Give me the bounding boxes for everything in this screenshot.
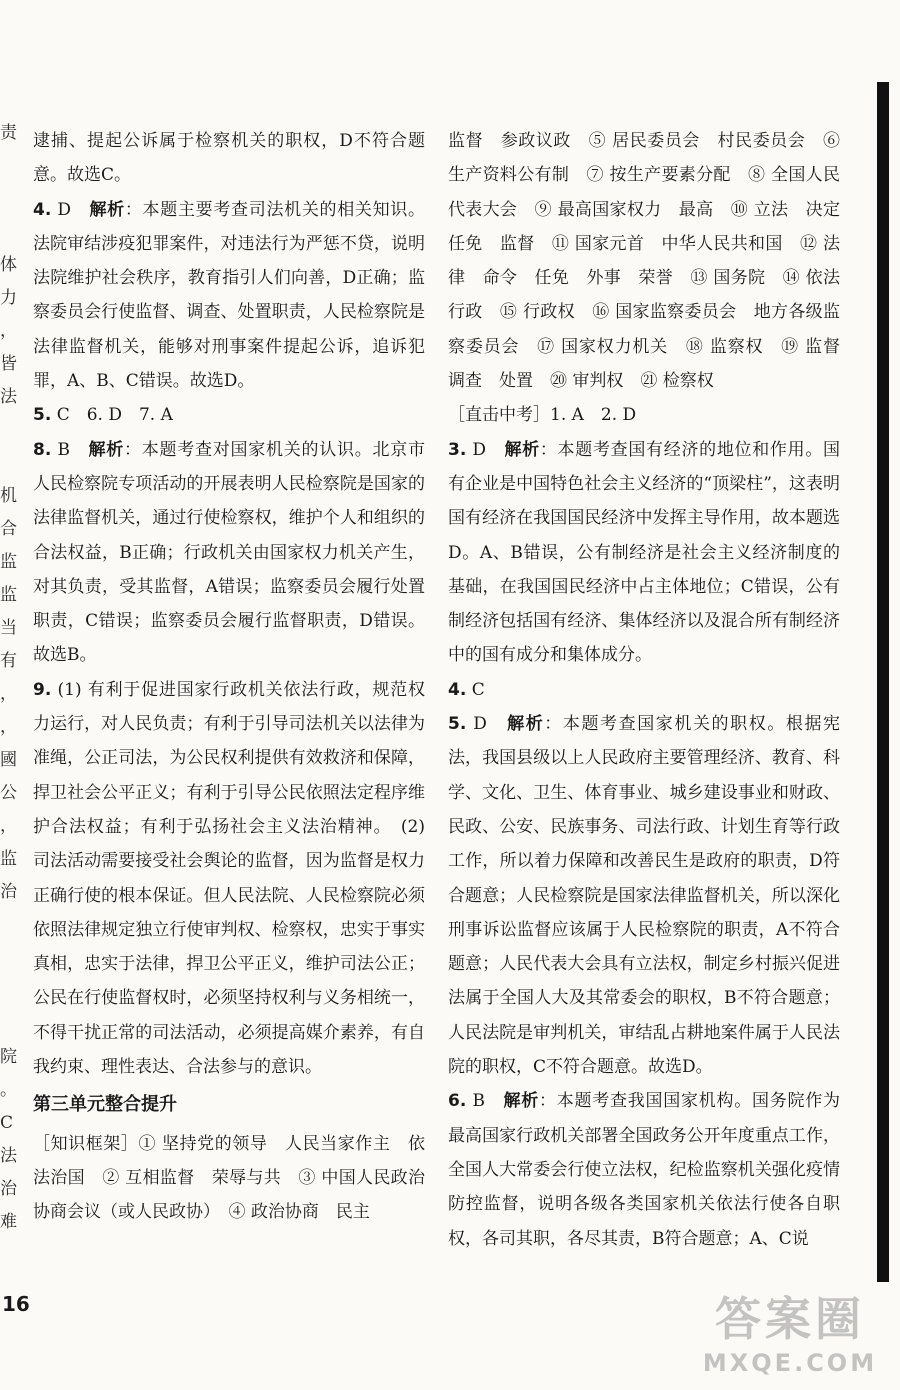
entry-text: 1. A 2. D bbox=[550, 405, 637, 426]
margin-char: ， bbox=[0, 321, 17, 341]
watermark-url: MXQE.COM bbox=[702, 1349, 878, 1377]
margin-char bbox=[0, 191, 18, 224]
answer-choice: B bbox=[472, 1091, 485, 1112]
answer-entry bbox=[33, 1127, 425, 1230]
margin-char: 治 bbox=[0, 882, 17, 902]
answer-choice: D bbox=[57, 199, 72, 220]
section-title: 第三单元整合提升 bbox=[33, 1094, 177, 1116]
watermark-logo bbox=[690, 1290, 890, 1385]
entry-text: ：本题考查国家机关的职权。根据宪法，我国县级以上人民政府主要管理经济、教育、科学、文化、卫生、体育事业、城乡建设事业和财政、民政、公安、民族事务、司法行政、计划生育等行政工作，所以着力保障和改善民生是政府的职责，D符合题意；人民检察院是国家法律监督机关，所以深化刑事诉讼监督应该属于人民检察院的职责，A不符合题意；人民代表大会具有立法权，制定乡村振兴促进法属于全国人大及其常委会的职权，B不符合题意；人民法院是审判机关，审结乱占耕地案件属于人民法院的职权，C不符合题意。故选D。 bbox=[448, 714, 841, 1078]
question-number: 4. bbox=[448, 679, 467, 700]
section-label: ［知识框架］ bbox=[33, 1133, 139, 1154]
question-number: 8. bbox=[33, 439, 52, 460]
answer-choice: C bbox=[56, 405, 70, 426]
question-number: 6. bbox=[448, 1091, 467, 1112]
answer-choice: D bbox=[473, 714, 487, 735]
question-number: 9. bbox=[33, 679, 52, 700]
margin-char: 责 bbox=[0, 123, 17, 143]
page-edge-bar bbox=[877, 82, 889, 1282]
answer-entry bbox=[448, 707, 840, 1084]
margin-char: 难 bbox=[0, 1212, 17, 1232]
answer-entry bbox=[448, 124, 857, 398]
extra-answers: 6. D 7. A bbox=[86, 405, 173, 426]
margin-char: 力 bbox=[0, 288, 17, 308]
margin-char: 皆 bbox=[0, 354, 17, 374]
section-label: ［直击中考］ bbox=[448, 405, 550, 426]
answer-choice: C bbox=[471, 679, 485, 700]
margin-char: ， bbox=[0, 684, 17, 704]
answer-entry bbox=[448, 398, 840, 432]
margin-char: 公 bbox=[0, 783, 17, 803]
answer-entry bbox=[33, 193, 425, 399]
margin-char: C bbox=[0, 1113, 14, 1133]
entry-text: ：本题考查我国国家机构。国务院作为最高国家行政机关部署全国政务公开年度重点工作，全国人大常委会行使立法权，纪检监察机关强化疫情防控监督，说明各级各类国家机关依法行使各自职权，各司其职，各尽其责，B符合题意；A、C说 bbox=[448, 1091, 841, 1249]
analysis-label: 解析 bbox=[89, 199, 125, 220]
entry-text: (1) 有利于促进国家行政机关依法行政，规范权力运行，对人民负责；有利于引导司法机关以法律为准绳，公正司法，为公民权利提供有效救济和保障，捍卫社会公平正义；有利于引导公民依照法定程序维护合法权益；有利于弘扬社会主义法治精神。 (2) 司法活动需要接受社会舆论的监督，因为监督是权力正确行使的根本保证。但人民法院、人民检察院必须依照法律规定独立行使审判权、检察权，忠实于事实真相，忠实于法律，捍卫公平正义，维护司法公正；公民在行使监督权时，必须坚持权利与义务相统一，不得干扰正常的司法活动，必须提高媒介素养，有自我约束、理性表达、合法参与的意识。 bbox=[33, 679, 426, 1078]
margin-char bbox=[0, 422, 18, 455]
margin-char: ， bbox=[0, 816, 17, 836]
entry-text: 监督 参政议政 ⑤ 居民委员会 村民委员会 ⑥ 生产资料公有制 ⑦ 按生产要素分配 ⑧ 全国人民代表大会 ⑨ 最高国家权力 最高 ⑩ 立法 决定 任免 监督 ⑪ 国家元首 中华人民共和国 ⑫ 法律 命令 任免 外事 荣誉 ⑬ 国务院 ⑭ 依法行政 ⑮ 行政权 ⑯ 国家监察委员会 地方各级监察委员会 ⑰ 国家权力机关 ⑱ 监察权 ⑲ 监督 调查 处置 ⑳ 审判权 ㉑ 检察权 bbox=[448, 131, 857, 392]
margin-char bbox=[0, 950, 18, 983]
page-number: 16 bbox=[2, 1292, 30, 1316]
entry-text: ① 坚持党的领导 人民当家作主 依法治国 ② 互相监督 荣辱与共 ③ 中国人民政治协商会议（或人民政协） ④ 政治协商 民主 bbox=[33, 1133, 425, 1223]
question-number: 5. bbox=[448, 714, 467, 735]
answer-entry bbox=[448, 1084, 840, 1255]
margin-char: 法 bbox=[0, 1146, 17, 1166]
analysis-label: 解析 bbox=[88, 439, 124, 460]
margin-char: 院 bbox=[0, 1047, 17, 1067]
answer-entry bbox=[33, 398, 425, 432]
answer-entry bbox=[33, 433, 425, 673]
answer-choice: B bbox=[57, 439, 70, 460]
left-column bbox=[33, 124, 425, 1230]
margin-char bbox=[0, 1016, 18, 1049]
margin-char: 合 bbox=[0, 519, 17, 539]
margin-char: 机 bbox=[0, 486, 17, 506]
margin-char: 有 bbox=[0, 651, 17, 671]
cropped-margin-text bbox=[0, 125, 18, 1247]
question-number: 5. bbox=[33, 405, 52, 426]
answer-entry bbox=[448, 433, 840, 673]
answer-entry bbox=[33, 673, 425, 1085]
margin-char: 监 bbox=[0, 552, 17, 572]
analysis-label: 解析 bbox=[503, 1091, 539, 1112]
margin-char bbox=[0, 983, 18, 1016]
question-number: 3. bbox=[448, 439, 467, 460]
watermark-title: 答案圈 bbox=[715, 1292, 865, 1346]
margin-char: 当 bbox=[0, 618, 17, 638]
right-column bbox=[448, 124, 857, 1256]
margin-char bbox=[0, 224, 18, 257]
analysis-label: 解析 bbox=[507, 714, 545, 735]
entry-text: ：本题主要考查司法机关的相关知识。法院审结涉疫犯罪案件，对违法行为严惩不贷，说明法院维护社会秩序，教育指引人们向善，D正确；监察委员会行使监督、调查、处置职责，人民检察院是法律监督机关，能够对刑事案件提起公诉，追诉犯罪，A、B、C错误。故选D。 bbox=[33, 199, 426, 392]
margin-char: 监 bbox=[0, 849, 17, 869]
answer-entry bbox=[33, 124, 425, 193]
entry-text: 逮捕、提起公诉属于检察机关的职权，D不符合题意。故选C。 bbox=[33, 131, 425, 186]
margin-char: 体 bbox=[0, 255, 17, 275]
answer-choice: D bbox=[472, 439, 487, 460]
margin-char: 國 bbox=[0, 750, 17, 770]
question-number: 4. bbox=[33, 199, 52, 220]
analysis-label: 解析 bbox=[504, 439, 540, 460]
margin-char: 法 bbox=[0, 387, 17, 407]
margin-char: 监 bbox=[0, 585, 17, 605]
entry-text: ：本题考查国有经济的地位和作用。国有企业是中国特色社会主义经济的“顶梁柱”，这表明国有经济在我国国民经济中发挥主导作用，故本题选D。A、B错误，公有制经济是社会主义经济制度的基础，在我国国民经济中占主体地位；C错误，公有制经济包括国有经济、集体经济以及混合所有制经济中的国有成分和集体成分。 bbox=[448, 439, 841, 666]
margin-char bbox=[0, 455, 18, 488]
margin-char: ， bbox=[0, 717, 17, 737]
answer-entry bbox=[448, 673, 840, 707]
margin-char: 。 bbox=[0, 1080, 17, 1100]
margin-char bbox=[0, 158, 18, 191]
margin-char: 治 bbox=[0, 1179, 17, 1199]
entry-text: ：本题考查对国家机关的认识。北京市人民检察院专项活动的开展表明人民检察院是国家的法律监督机关，通过行使检察权，维护个人和组织的合法权益，B正确；行政机关由国家权力机关产生，对其负责，受其监督，A错误；监察委员会履行处置职责，C错误；监察委员会履行监督职责，D错误。故选B。 bbox=[33, 439, 426, 666]
margin-char bbox=[0, 917, 18, 950]
